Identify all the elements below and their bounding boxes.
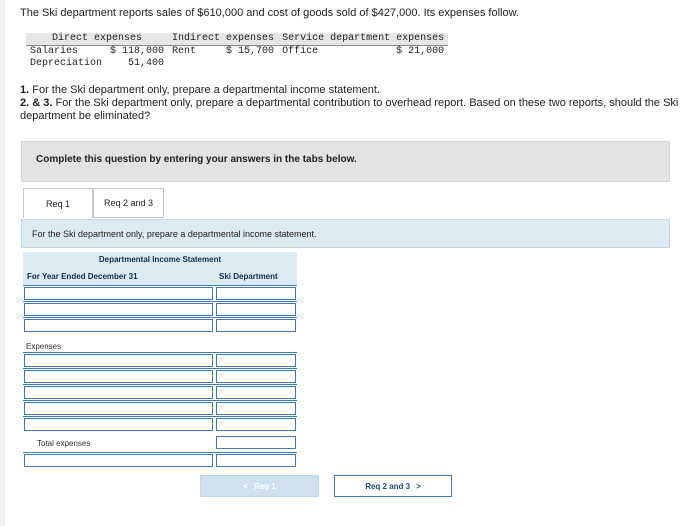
row-value-input[interactable]: [216, 287, 296, 300]
instructions: [20, 84, 692, 123]
expenses-label: Expenses: [26, 342, 62, 351]
row-label-input[interactable]: [24, 354, 213, 367]
instruction-1: [20, 84, 692, 97]
table-row: [23, 317, 297, 333]
row-label-input[interactable]: [24, 454, 213, 467]
direct-value: 51,400: [128, 58, 165, 69]
left-gutter: [0, 0, 5, 526]
chevron-left-icon: <: [243, 481, 248, 491]
table-row: [23, 301, 297, 317]
instruction-1-text: For the Ski department only, prepare a departmental income statement.: [32, 84, 380, 96]
table-row: [23, 400, 297, 416]
row-label-input[interactable]: [24, 319, 213, 332]
indirect-value: $ 15,700: [226, 46, 275, 57]
row-label-input[interactable]: [24, 402, 213, 415]
row-label-input[interactable]: [24, 386, 213, 399]
service-expenses-header: Service department expenses: [278, 33, 448, 46]
prev-button[interactable]: [200, 475, 319, 497]
statement-column-header: Ski Department: [219, 272, 278, 281]
direct-label: Depreciation: [30, 58, 103, 69]
row-label-input[interactable]: [24, 418, 213, 431]
instruction-2-number: 2. & 3.: [20, 97, 53, 109]
row-value-input[interactable]: [216, 303, 296, 316]
indirect-label: [168, 58, 208, 70]
answer-banner: [21, 141, 670, 182]
row-value-input[interactable]: [216, 402, 296, 415]
table-row: [23, 352, 297, 368]
row-value-input[interactable]: [216, 386, 296, 399]
chevron-right-icon: >: [416, 481, 421, 491]
row-value-input[interactable]: [216, 319, 296, 332]
tab-req-1[interactable]: [23, 188, 93, 218]
direct-expenses-header: Direct expenses: [26, 33, 168, 46]
tab-req-2-and-3[interactable]: [93, 188, 164, 218]
tab-prompt: [21, 219, 670, 248]
instruction-2: [20, 97, 692, 123]
table-row: [23, 384, 297, 400]
statement-title: Departmental Income Statement: [23, 252, 297, 268]
tab-req-1-label: Req 1: [45, 198, 71, 209]
service-value: $ 21,000: [396, 46, 445, 57]
table-row: [23, 368, 297, 384]
row-label-input[interactable]: [24, 287, 213, 300]
cost-table: [26, 33, 448, 70]
total-expenses-value[interactable]: [216, 436, 296, 449]
prev-button-label: Req 1: [253, 481, 276, 491]
row-label-input[interactable]: [24, 303, 213, 316]
next-button-label: Req 2 and 3: [365, 481, 411, 491]
total-expenses-label: Total expenses: [37, 439, 91, 448]
table-row: [23, 416, 297, 432]
intro-text: The Ski department reports sales of $610,000 and cost of goods sold of $427,000. Its expenses follow.: [20, 7, 519, 19]
cost-row: [26, 46, 448, 59]
statement-period: For Year Ended December 31: [27, 272, 138, 281]
row-value-input[interactable]: [216, 370, 296, 383]
row-label-input[interactable]: [24, 370, 213, 383]
service-label: Office: [282, 46, 319, 57]
next-button[interactable]: [334, 475, 452, 497]
row-value-input[interactable]: [216, 454, 296, 467]
direct-value: $ 118,000: [110, 46, 165, 57]
indirect-expenses-header: Indirect expenses: [168, 33, 278, 46]
row-value-input[interactable]: [216, 354, 296, 367]
statement-subheader: [23, 268, 297, 285]
answer-banner-text: Complete this question by entering your answers in the tabs below.: [36, 154, 357, 165]
row-value-input[interactable]: [216, 418, 296, 431]
instruction-1-number: 1.: [20, 84, 30, 96]
instruction-2-text: For the Ski department only, prepare a departmental contribution to overhead report. Based on these two reports, should the Ski department be eliminated?: [20, 97, 679, 122]
tab-prompt-text: For the Ski department only, prepare a departmental income statement.: [32, 229, 317, 239]
cost-row: [26, 58, 448, 70]
tab-req-2-and-3-label: Req 2 and 3: [103, 198, 154, 208]
table-row: [23, 452, 297, 468]
table-row: [23, 285, 297, 301]
indirect-label: Rent: [172, 46, 197, 57]
direct-label: Salaries: [30, 46, 79, 57]
service-value: [326, 58, 448, 70]
indirect-value: [208, 58, 278, 70]
service-label: [278, 58, 326, 70]
